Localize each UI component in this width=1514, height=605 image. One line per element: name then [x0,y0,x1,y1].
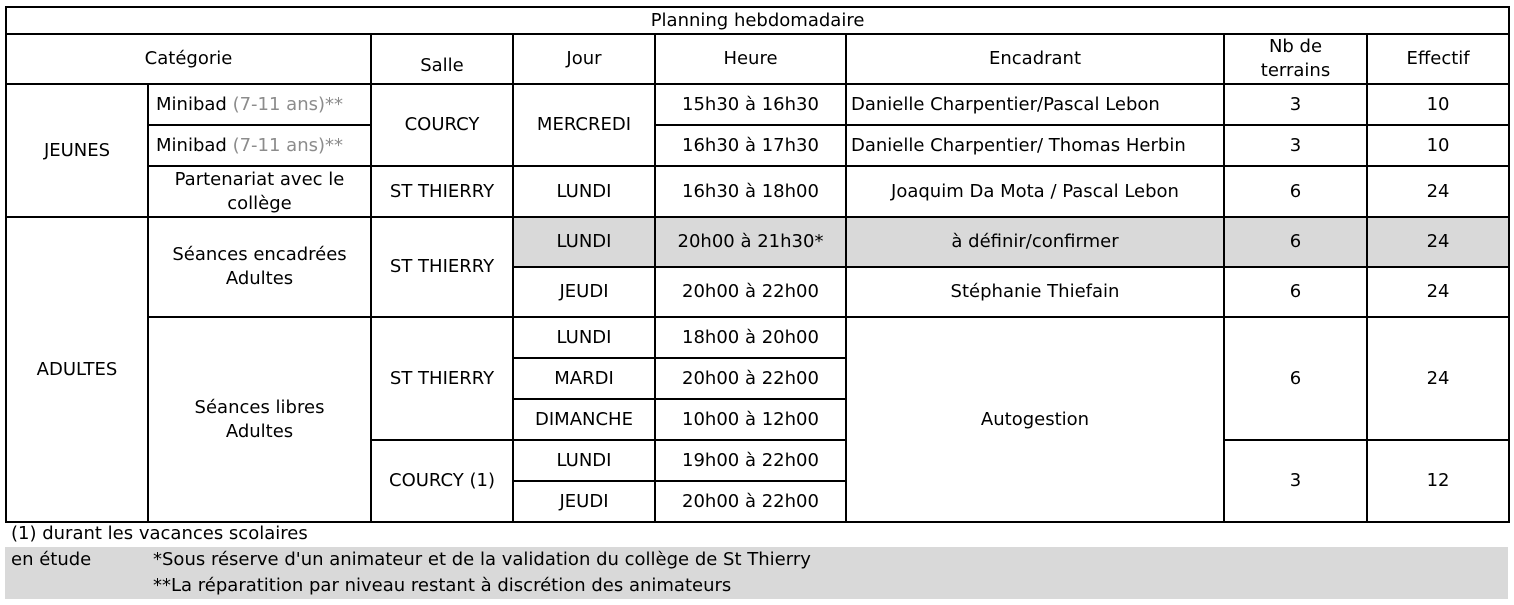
table-row [6,166,1509,217]
terrains-cell: 6 [1224,317,1367,440]
jour-cell: LUNDI [513,317,655,358]
categorie-line1: Séances encadrées [172,244,347,265]
note-reserve-line [5,547,1508,573]
table-row [6,84,1509,125]
jour-cell: LUNDI [513,217,655,267]
encadrant-cell: à définir/confirmer [846,217,1224,267]
categorie-line2: Adultes [225,268,294,289]
header-effectif: Effectif [1367,34,1509,84]
header-encadrant: Encadrant [846,34,1224,84]
heure-cell: 18h00 à 20h00 [655,317,846,358]
salle-cell: ST THIERRY [371,217,513,317]
encadrant-cell: Danielle Charpentier/ Thomas Herbin [846,125,1224,166]
categorie-cell [148,84,371,125]
heure-cell: 10h00 à 12h00 [655,399,846,440]
salle-cell: ST THIERRY [371,317,513,440]
note-repartition: **La réparatition par niveau restant à discrétion des animateurs [153,575,732,596]
heure-cell: 20h00 à 22h00 [655,358,846,399]
effectif-cell: 24 [1367,267,1509,317]
jour-cell: JEUDI [513,481,655,522]
heure-cell: 16h30 à 18h00 [655,166,846,217]
jour-cell: JEUDI [513,267,655,317]
jour-cell: MARDI [513,358,655,399]
table-title: Planning hebdomadaire [6,7,1509,34]
heure-cell: 19h00 à 22h00 [655,440,846,481]
heure-cell: 15h30 à 16h30 [655,84,846,125]
effectif-cell: 10 [1367,84,1509,125]
encadrant-cell: Stéphanie Thiefain [846,267,1224,317]
categorie-line2: Adultes [225,420,294,442]
categorie-line1: Partenariat avec le [174,168,345,190]
effectif-cell: 24 [1367,217,1509,267]
jour-cell: LUNDI [513,440,655,481]
terrains-cell: 6 [1224,267,1367,317]
note-etude-label: en étude [11,549,92,570]
heure-cell: 20h00 à 22h00 [655,481,846,522]
header-nb-terrains-line1: Nb de [1268,36,1323,57]
terrains-cell: 3 [1224,125,1367,166]
terrains-cell: 3 [1224,84,1367,125]
categorie-line1: Séances libres [194,396,325,418]
categorie-line2: collège [227,192,292,214]
effectif-cell: 12 [1367,440,1509,522]
jour-cell: LUNDI [513,166,655,217]
header-nb-terrains [1224,34,1367,84]
jour-cell: MERCREDI [513,84,655,166]
terrains-cell: 6 [1224,166,1367,217]
group-adultes: ADULTES [6,217,148,522]
note-vacances: (1) durant les vacances scolaires [11,523,308,544]
categorie-cell [148,166,371,217]
salle-cell: COURCY [371,84,513,166]
table-row [6,317,1509,358]
encadrant-cell: Danielle Charpentier/Pascal Lebon [846,84,1224,125]
terrains-cell: 3 [1224,440,1367,522]
note-reserve: *Sous réserve d'un animateur et de la validation du collège de St Thierry [153,549,811,570]
group-jeunes: JEUNES [6,84,148,217]
footnotes [5,521,1508,599]
table-row [6,217,1509,267]
age-range: (7-11 ans)** [232,93,343,115]
salle-cell: COURCY (1) [371,440,513,522]
header-heure: Heure [655,34,846,84]
jour-cell: DIMANCHE [513,399,655,440]
table-row [6,125,1509,166]
encadrant-cell: Autogestion [846,317,1224,522]
effectif-cell: 10 [1367,125,1509,166]
terrains-cell: 6 [1224,217,1367,267]
header-jour: Jour [513,34,655,84]
header-nb-terrains-line2: terrains [1260,60,1331,81]
categorie-label: Minibad [156,134,227,156]
note-repartition-line [5,573,1508,599]
categorie-cell [148,125,371,166]
heure-cell: 20h00 à 22h00 [655,267,846,317]
categorie-label: Minibad [156,93,227,115]
encadrant-cell: Joaquim Da Mota / Pascal Lebon [846,166,1224,217]
categorie-cell [148,217,371,317]
heure-cell: 20h00 à 21h30* [655,217,846,267]
heure-cell: 16h30 à 17h30 [655,125,846,166]
salle-cell: ST THIERRY [371,166,513,217]
effectif-cell: 24 [1367,166,1509,217]
age-range: (7-11 ans)** [232,134,343,156]
planning-table [5,6,1510,523]
effectif-cell: 24 [1367,317,1509,440]
categorie-cell [148,317,371,522]
header-categorie: Catégorie [6,34,371,84]
header-salle: Salle [371,34,513,84]
